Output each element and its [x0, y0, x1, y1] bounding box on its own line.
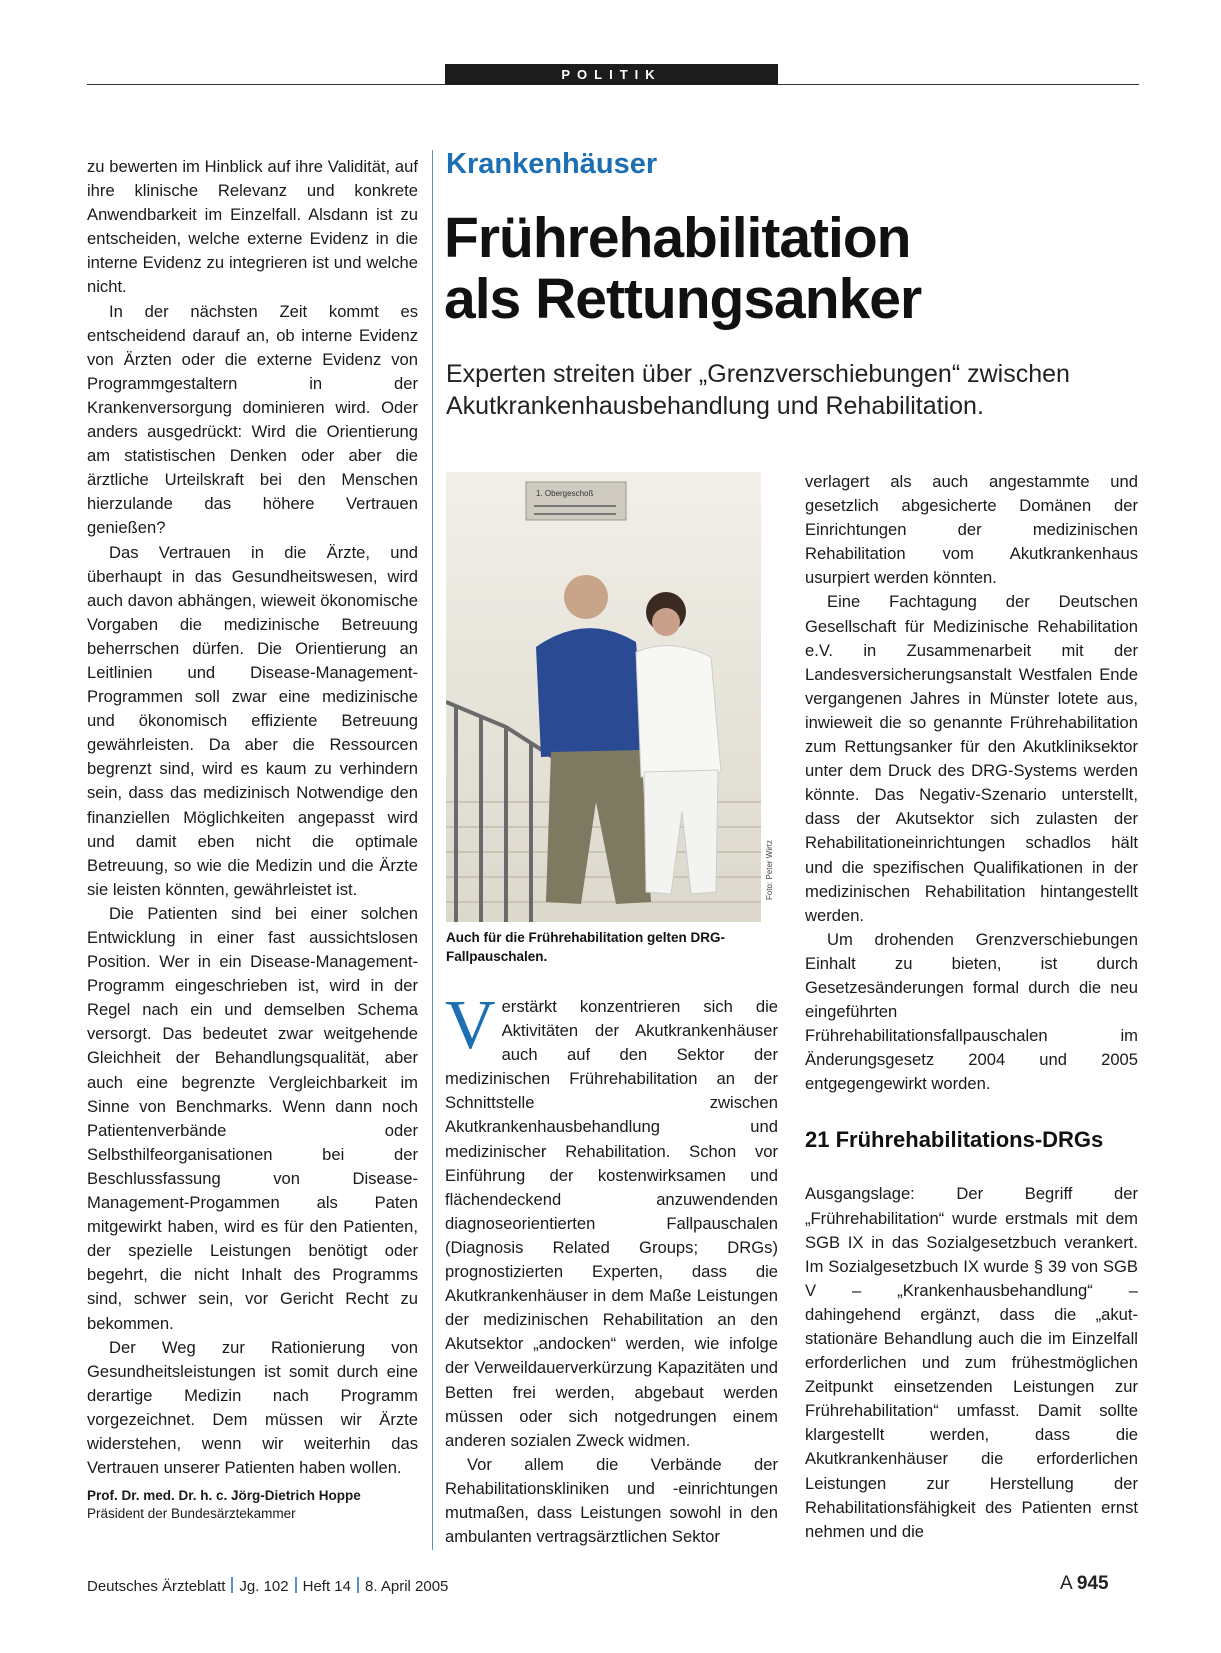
author-name: Prof. Dr. med. Dr. h. c. Jörg-Dietrich Hoppe: [87, 1488, 361, 1504]
photo-credit: Foto: Peter Wirtz: [765, 839, 774, 900]
middle-column: [445, 987, 778, 1549]
right-paragraph: Ausgangslage: Der Begriff der „Frührehabilitation“ wurde erstmals mit dem SGB IX in das Sozialgesetzbuch verankert. Im Sozialgesetzbuch IX wurde § 39 von SGB V – „Krankenhausbehandlung“ – dahingehend ergänzt, dass die „akut-stationäre Behandlung auch die im Einzelfall erforderlichen und zum frühestmöglichen Zeitpunkt einsetzenden Leistungen zur Frührehabilitation“ umfasst. Damit sollte klargestellt werden, dass die Akutkrankenhäuser die erforderlichen Leistungen zur Herstellung der Rehabilitationsfähigkeit des Patienten ernst nehmen und die: [805, 1184, 1138, 1541]
article-kicker: Krankenhäuser: [446, 148, 658, 180]
left-column: [87, 155, 418, 1522]
headline-line-2: als Rettungsanker: [444, 267, 922, 331]
article-photo: [446, 472, 761, 922]
left-paragraph: In der nächsten Zeit kommt es entscheidend darauf an, ob interne Evidenz von Ärzten oder die externe Evidenz von Programmgestaltern in der Krankenversorgung dominieren wird. Oder anders ausgedrückt: Wird die Orientierung am statistischen Denken oder aber die ärztliche Urteilskraft bei den Menschen hierzulande das höhere Vertrauen genießen?: [87, 301, 418, 538]
page-footer: [87, 1577, 448, 1595]
journal-issue: Heft 14: [302, 1578, 351, 1595]
page-prefix: A: [1060, 1573, 1072, 1594]
journal-date: 8. April 2005: [365, 1578, 449, 1595]
right-paragraph: verlagert als auch angestammte und gesetzlich abgesicherte Domänen der Einrichtungen der medizinischen Rehabilitation vom Akutkrankenhaus usurpiert werden könnten.: [805, 472, 1138, 588]
photo-caption: Auch für die Frührehabilitation gelten DRG-Fallpauschalen.: [446, 930, 726, 964]
right-paragraph: Um drohenden Grenzverschiebungen Einhalt zu bieten, ist durch Gesetzesänderungen formal durch die neu eingeführten Frührehabilitationsfallpauschalen im Änderungsgesetz 2004 und 2005 entgegengewirkt worden.: [805, 929, 1138, 1094]
left-paragraph: zu bewerten im Hinblick auf ihre Validität, auf ihre klinische Relevanz und konkrete Anwendbarkeit im Einzelfall. Alsdann ist zu entscheiden, welche externe Evidenz in die interne Evidenz zu integrieren ist und welche nicht.: [87, 157, 418, 297]
middle-paragraph-text: erstärkt konzentrieren sich die Aktivitäten der Akutkrankenhäuser auch auf den Sektor der medizinischen Frührehabilitation an der Schnittstelle zwischen Akutkrankenhausbehandlung und medizinischer Rehabilitation. Schon vor Einführung der kostenwirksamen und flächendeckend anzuwendenden diagnoseorientierten Fallpauschalen (Diagnosis Related Groups; DRGs) prognostizierten Experten, dass die Akutkrankenhäuser in dem Maße Leistungen der medizinischen Rehabilitation an den Akutsektor „andocken“ werden, wie infolge der Verweildauerverkürzung Kapazitäten und Betten frei werden, abgebaut werden müssen oder sich notgedrungen einem anderen sozialen Zweck widmen.: [445, 997, 778, 1450]
drop-cap: V: [445, 987, 496, 1064]
right-paragraph: Eine Fachtagung der Deutschen Gesellschaft für Medizinische Rehabilitation e.V. in Zusammenarbeit mit der Landesversicherungsanstalt Westfalen Ende vergangenen Jahres in Münster lotete aus, inwieweit die so genannte Frührehabilitation zum Rettungsanker für den Akutkliniksektor unter dem Druck des DRG-Systems werden könnte. Das Negativ-Szenario unterstellt, dass der Akutsektor sich zulasten der Rehabilitationeinrichtungen schadlos hält und die spezifischen Qualifikationen in der medizinischen Rehabilitation hintangestellt werden.: [805, 592, 1138, 925]
right-column: [805, 470, 1138, 1544]
section-subhead: 21 Frührehabilitations-DRGs: [805, 1127, 1104, 1153]
article-deck: Experten streiten über „Grenzverschiebungen“ zwischen Akutkrankenhausbehandlung und Rehabilitation.: [446, 360, 1070, 420]
footer-separator: [231, 1577, 233, 1593]
photo-illustration: [446, 472, 761, 922]
journal-name: Deutsches Ärzteblatt: [87, 1578, 226, 1595]
headline-line-1: Frührehabilitation: [444, 206, 911, 270]
left-paragraph: Das Vertrauen in die Ärzte, und überhaupt in das Gesundheitswesen, wird auch davon abhängen, wieweit ökonomische Vorgaben die medizinische Betreuung beherrschen dürfen. Die Orientierung an Leitlinien und Disease-Management-Programmen soll zwar eine medizinische und ökonomisch effiziente Betreuung gewährleisten. Da aber die Ressourcen begrenzt sind, wird es kaum zu verhindern sein, dass das medizinisch Notwendige den finanziellen Möglichkeiten angepasst wird und damit eben nicht die optimale Betreuung, so wie die Medizin und die Ärzte sie leisten könnten, gewährleistet ist.: [87, 542, 418, 899]
middle-paragraph: Vor allem die Verbände der Rehabilitationskliniken und -einrichtungen mutmaßen, dass Leistungen sowohl in den ambulanten vertragsärztlichen Sektor: [445, 1454, 778, 1547]
footer-separator: [295, 1577, 297, 1593]
column-divider: [432, 150, 433, 1550]
middle-paragraph: [445, 987, 778, 1453]
section-label: POLITIK: [445, 64, 778, 85]
photo-sign-text: 1. Obergeschoß: [536, 489, 594, 498]
left-paragraph: Die Patienten sind bei einer solchen Entwicklung in einer fast aussichtslosen Position. Wer in ein Disease-Management-Programm eingeschrieben ist, wird in der Regel nach ein und demselben Schema versorgt. Das bedeutet zwar weitgehende Gleichheit der Behandlungsqualität, aber auch eine begrenzte Vergleichbarkeit im Sinne von Benchmarks. Wenn dann noch Patientenverbände oder Selbsthilfeorganisationen bei der Beschlussfassung von Disease-Management-Progammen als Paten mitgewirkt haben, wird es für den Patienten, der spezielle Leistungen benötigt oder begehrt, die nicht Inhalt des Programms sind, schwer sein, vor Gericht Recht zu bekommen.: [87, 903, 418, 1333]
left-paragraph: Der Weg zur Rationierung von Gesundheitsleistungen ist somit durch eine derartige Medizin nach Programm vorgezeichnet. Dem müssen wir Ärzte widerstehen, wenn wir weiterhin das Vertrauen unserer Patienten haben wollen.: [87, 1337, 418, 1478]
journal-volume: Jg. 102: [239, 1578, 289, 1595]
page-number: [1060, 1573, 1109, 1595]
page-number-value: 945: [1076, 1573, 1109, 1594]
author-title: Präsident der Bundesärztekammer: [87, 1506, 296, 1522]
footer-separator: [357, 1577, 359, 1593]
article-headline: [444, 208, 1144, 330]
